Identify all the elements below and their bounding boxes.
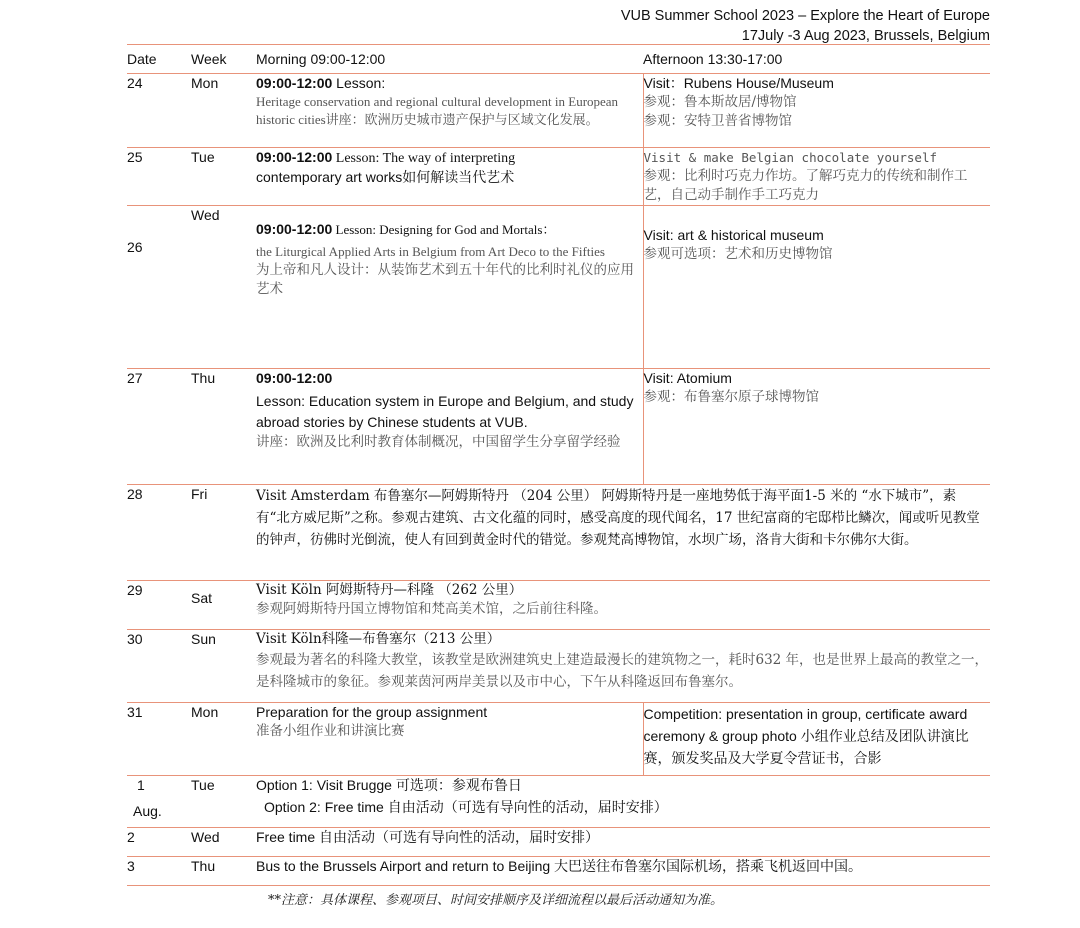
table-row <box>127 630 990 703</box>
trip-description: Visit Amsterdam 布鲁塞尔—阿姆斯特丹 （204 公里） 阿姆斯特丹是一座地势低于海平面1-5 米的 “水下城市”，素有“北方威尼斯”之称。参观古建筑、古文化蕴的同时，感受高度的现代闻名，17 世纪富商的宅邸栉比鳞次，闻或听见教堂的钟声，彷佛时光倒流，使人有回到黄金时代的错觉。参观梵高博物馆，水坝广场，洛肯大街和卡尔佛尔大街。 <box>256 488 980 548</box>
row-date-day: 1 <box>137 777 145 793</box>
col-morning: Morning 09:00-12:00 <box>256 45 643 74</box>
document-header <box>621 6 990 46</box>
option-1: Option 1: Visit Brugge 可选项：参观布鲁日 <box>256 777 522 793</box>
row-week: Tue <box>191 776 256 828</box>
trip-title: Visit Köln科隆—布鲁塞尔（213 公里） <box>256 631 501 647</box>
task-description: 准备小组作业和讲演比赛 <box>256 723 405 739</box>
morning-cell <box>256 74 643 148</box>
visit-detail: 参观：布鲁塞尔原子球博物馆 <box>643 389 819 405</box>
header-title: VUB Summer School 2023 – Explore the Heart of Europe <box>620 8 990 24</box>
full-day-cell <box>256 776 990 828</box>
footnote: **注意：具体课程、参观项目、时间安排顺序及详细流程以最后活动通知为准。 <box>268 893 724 908</box>
full-day-cell <box>256 630 990 703</box>
free-time-text: Free time 自由活动（可选有导向性的活动，届时安排） <box>256 829 600 845</box>
row-date: 25 <box>127 148 191 206</box>
morning-cell <box>256 703 643 776</box>
table-header-row <box>127 45 990 74</box>
row-week: Sun <box>191 630 256 703</box>
trip-description: 参观阿姆斯特丹国立博物馆和梵高美术馆，之后前往科隆。 <box>256 601 607 617</box>
visit-detail: 参观可选项：艺术和历史博物馆 <box>643 246 833 262</box>
row-date: 29 <box>127 581 191 630</box>
visit-title: Visit: art & historical museum <box>643 227 824 243</box>
row-date: 3 <box>127 857 191 886</box>
visit-detail: 参观：安特卫普省博物馆 <box>643 113 792 129</box>
table-row <box>127 74 990 148</box>
row-week: Wed <box>191 828 256 857</box>
row-date: 28 <box>127 485 191 581</box>
table-row <box>127 776 990 828</box>
lesson-description: the Liturgical Applied Arts in Belgium from Art Deco to the Fifties <box>256 244 605 259</box>
afternoon-cell <box>643 74 990 148</box>
table-row <box>127 485 990 581</box>
table-row <box>127 581 990 630</box>
row-week: Mon <box>191 703 256 776</box>
table-row <box>127 206 990 369</box>
visit-detail: 参观：鲁本斯故居/博物馆 <box>643 94 797 110</box>
visit-detail: 参观：比利时巧克力作坊。了解巧克力的传统和制作工艺，自己动手制作手工巧克力 <box>643 168 968 203</box>
row-date <box>127 776 191 828</box>
full-day-cell <box>256 857 990 886</box>
row-date: 24 <box>127 74 191 148</box>
afternoon-cell <box>643 148 990 206</box>
table-row <box>127 369 990 485</box>
row-week: Thu <box>191 857 256 886</box>
row-week: Mon <box>191 74 256 148</box>
lesson-title: Lesson: Education system in Europe and Belgium, and study abroad stories by Chinese students at VUB. <box>256 393 634 430</box>
table-row <box>127 148 990 206</box>
full-day-cell <box>256 485 990 581</box>
competition-description: Competition: presentation in group, certificate award ceremony & group photo 小组作业总结及团队讲演比赛，颁发奖品及大学夏令营证书，合影 <box>643 706 969 766</box>
lesson-description: 讲座：欧洲及比利时教育体制概况，中国留学生分享留学经验 <box>256 434 621 450</box>
schedule-table <box>127 44 990 886</box>
row-date: 27 <box>127 369 191 485</box>
morning-cell <box>256 369 643 485</box>
full-day-cell <box>256 581 990 630</box>
lesson-time: 09:00-12:00 <box>256 75 333 91</box>
lesson-description-cn: 为上帝和凡人设计：从装饰艺术到五十年代的比利时礼仪的应用艺术 <box>256 262 634 297</box>
option-2: Option 2: Free time 自由活动（可选有导向性的活动，届时安排） <box>264 799 668 815</box>
col-date: Date <box>127 45 191 74</box>
row-week: Sat <box>191 581 256 630</box>
afternoon-cell <box>643 206 990 369</box>
row-week: Fri <box>191 485 256 581</box>
lesson-time: 09:00-12:00 <box>256 221 333 237</box>
trip-description: 参观最为著名的科隆大教堂，该教堂是欧洲建筑史上建造最漫长的建筑物之一，耗时632 年，也是世界上最高的教堂之一，是科隆城市的象征。参观莱茵河两岸美景以及市中心，下午从科隆返回布鲁塞尔。 <box>256 652 989 690</box>
row-date: 2 <box>127 828 191 857</box>
lesson-title: Lesson: <box>332 75 386 91</box>
morning-cell <box>256 148 643 206</box>
morning-cell <box>256 206 643 369</box>
table-row <box>127 703 990 776</box>
table-row <box>127 828 990 857</box>
row-week: Thu <box>191 369 256 485</box>
lesson-title: Lesson: Designing for God and Mortals： <box>332 222 556 237</box>
trip-title: Visit Köln 阿姆斯特丹—科隆 （262 公里） <box>256 582 523 598</box>
visit-title: Visit：Rubens House/Museum <box>643 75 834 91</box>
visit-title: Visit: Atomium <box>643 370 732 386</box>
col-week: Week <box>191 45 256 74</box>
full-day-cell <box>256 828 990 857</box>
afternoon-cell <box>643 369 990 485</box>
row-date: 31 <box>127 703 191 776</box>
table-row <box>127 857 990 886</box>
afternoon-cell <box>643 703 990 776</box>
row-week: Tue <box>191 148 256 206</box>
row-date-month: Aug. <box>133 803 162 819</box>
lesson-time: 09:00-12:00 <box>256 149 333 165</box>
row-date: 26 <box>127 206 191 369</box>
header-dates: 17July -3 Aug 2023, Brussels, Belgium <box>741 28 990 44</box>
task-title: Preparation for the group assignment <box>256 704 488 720</box>
visit-title: Visit & make Belgian chocolate yourself <box>643 150 937 165</box>
departure-text: Bus to the Brussels Airport and return to Beijing 大巴送往布鲁塞尔国际机场，搭乘飞机返回中国。 <box>256 858 863 874</box>
row-date: 30 <box>127 630 191 703</box>
lesson-title: Lesson: The way of interpreting <box>332 151 516 166</box>
lesson-time: 09:00-12:00 <box>256 370 333 386</box>
lesson-description: Heritage conservation and regional cultural development in European historic cities讲座：欧洲历史城市遗产保护与区域文化发展。 <box>256 94 619 127</box>
lesson-description: contemporary art works如何解读当代艺术 <box>256 169 515 185</box>
col-afternoon: Afternoon 13:30-17:00 <box>643 45 990 74</box>
row-week: Wed <box>191 206 256 369</box>
